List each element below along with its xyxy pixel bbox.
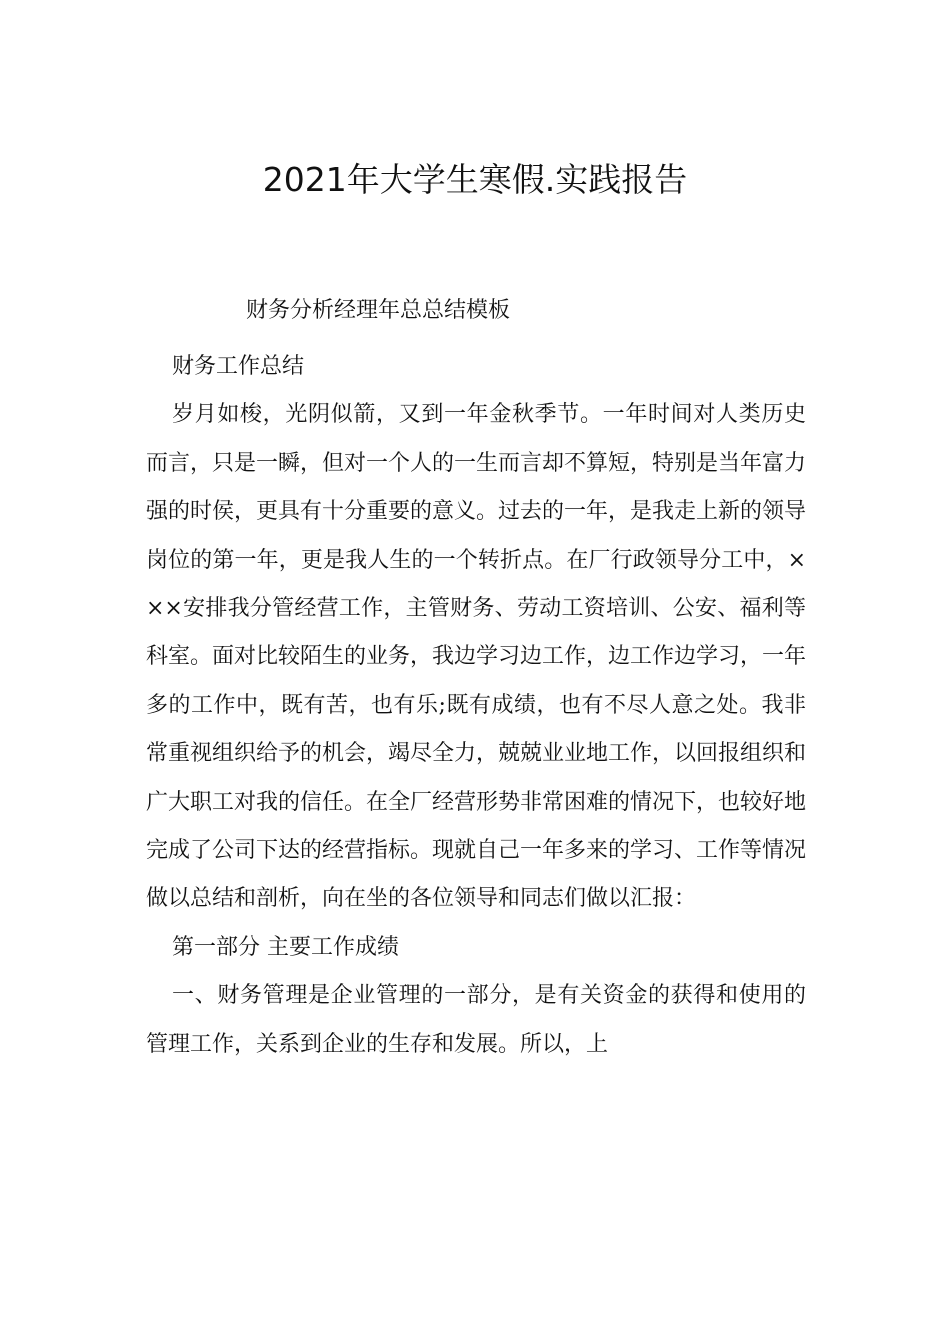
body-paragraph: 岁月如梭，光阴似箭，又到一年金秋季节。一年时间对人类历史而言，只是一瞬，但对一个人的一生而言却不算短，特别是当年富力强的时侯，更具有十分重要的意义。过去的一年，是我走上新的领导岗位的第一年，更是我人生的一个转折点。在厂行政领导分工中，×××安排我分管经营工作，主管财务、劳动工资培训、公安、福利等科室。面对比较陌生的业务，我边学习边工作，边工作边学习，一年多的工作中，既有苦，也有乐;既有成绩，也有不尽人意之处。我非常重视组织给予的机会，竭尽全力，兢兢业业地工作，以回报组织和广大职工对我的信任。在全厂经营形势非常困难的情况下，也较好地完成了公司下达的经营指标。现就自己一年多来的学习、工作等情况做以总结和剖析，向在坐的各位领导和同志们做以汇报： [146, 402, 807, 912]
section-heading: 财务工作总结 [172, 354, 305, 379]
document-title: 2021年大学生寒假.实践报告 [262, 160, 688, 199]
section-heading: 第一部分 主要工作成绩 [172, 934, 399, 960]
body-paragraph: 一、财务管理是企业管理的一部分，是有关资金的获得和使用的管理工作，关系到企业的生存和发展。所以，上 [146, 983, 806, 1057]
document-subtitle: 财务分析经理年总总结模板 [246, 298, 511, 323]
document-body [146, 343, 806, 1069]
